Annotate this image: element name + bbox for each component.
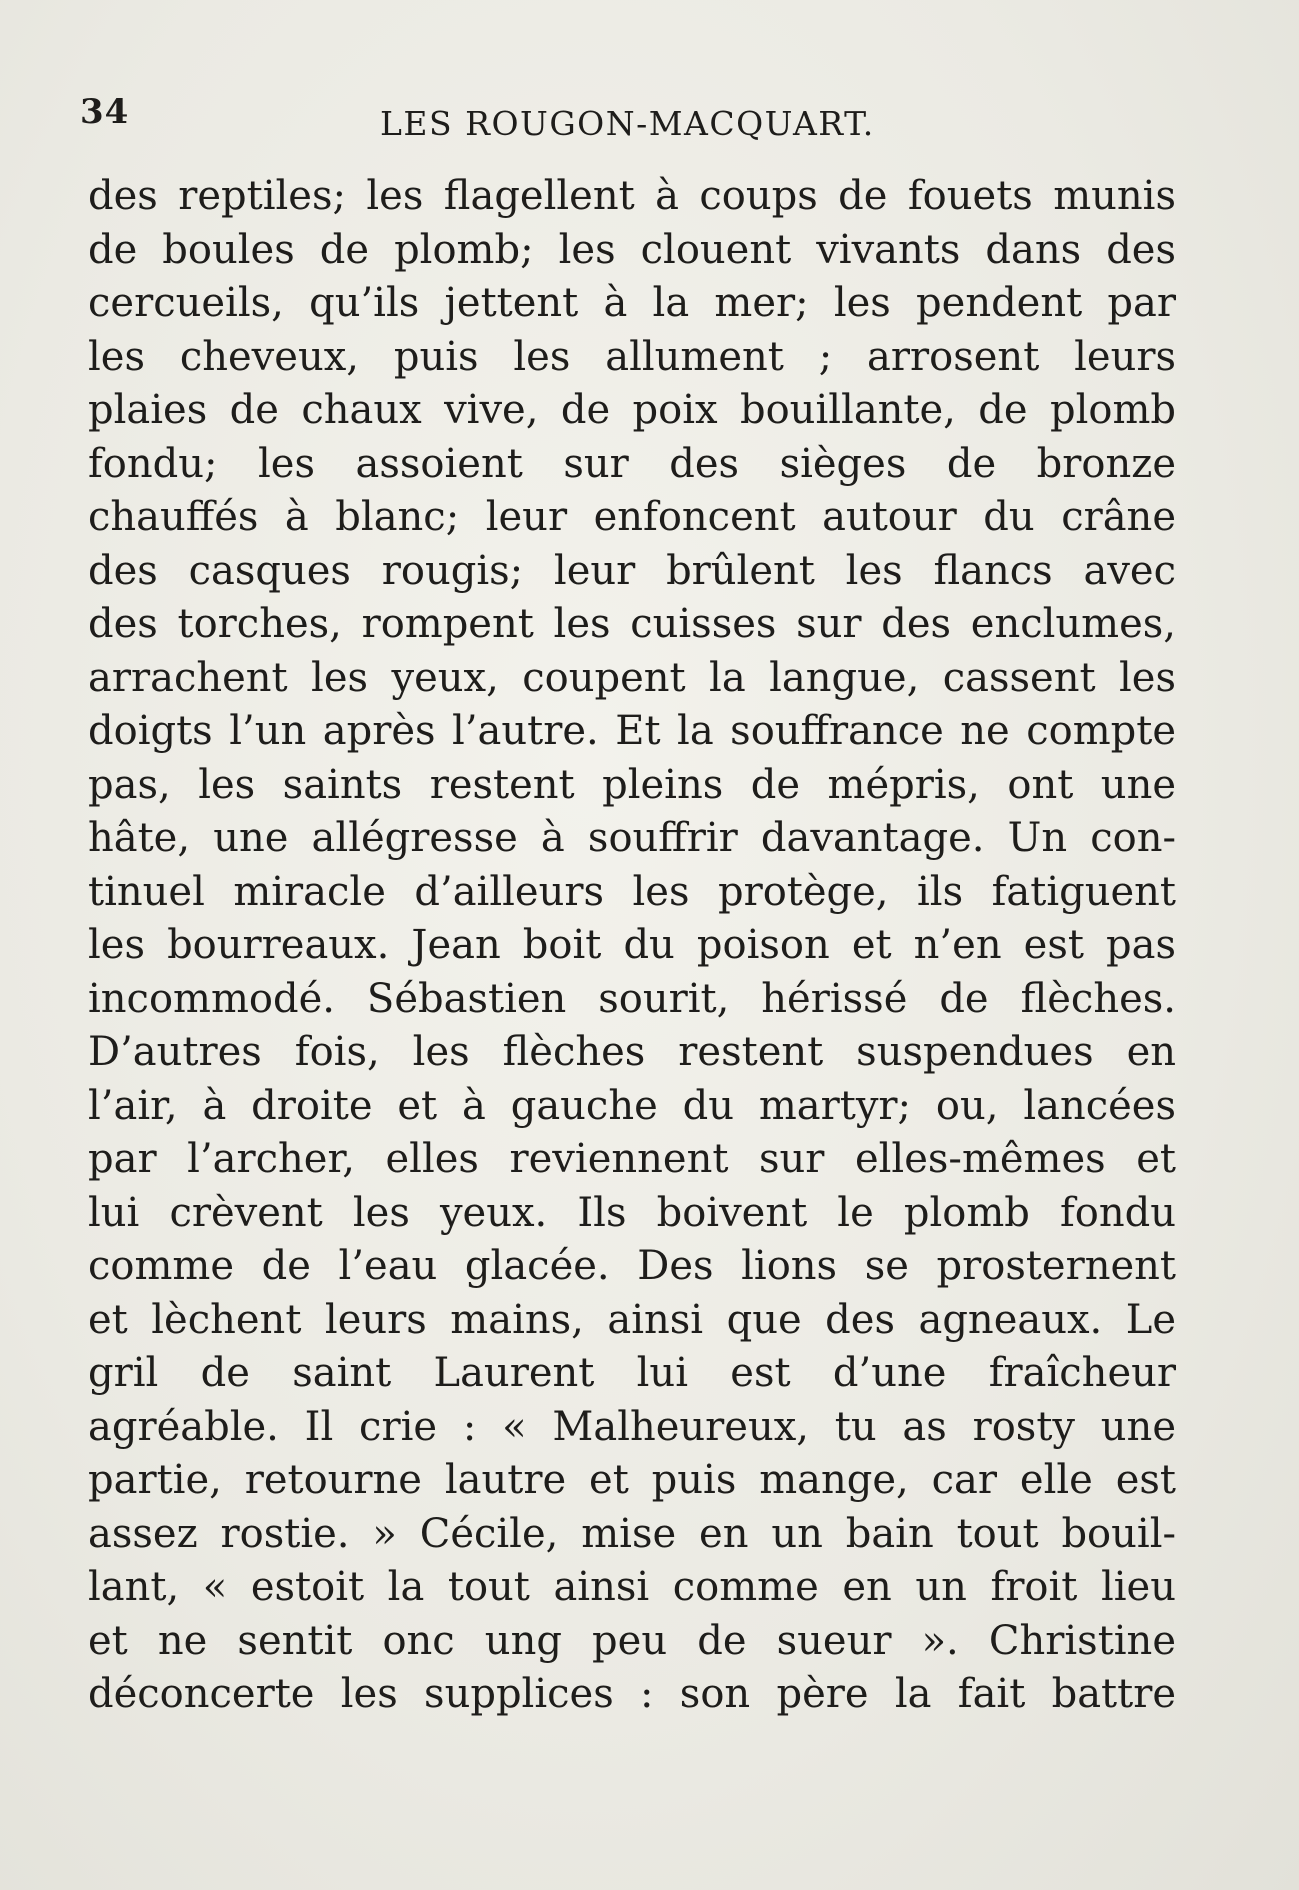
text-line: les bourreaux. Jean boit du poison et n’en est pas <box>88 922 1176 968</box>
text-line: des torches, rompent les cuisses sur des enclumes, <box>88 601 1176 647</box>
text-line: les cheveux, puis les allument ; arrosent leurs <box>88 333 1176 380</box>
text-line: cercueils, qu’ils jettent à la mer; les pendent par <box>88 280 1176 326</box>
text-line: doigts l’un après l’autre. Et la souffrance ne compte <box>88 708 1176 754</box>
text-line: et ne sentit onc ung peu de sueur ». Christine <box>88 1617 1176 1664</box>
text-line: lui crèvent les yeux. Ils boivent le plomb fondu <box>88 1189 1176 1236</box>
text-line: tinuel miracle d’ailleurs les protège, ils fatiguent <box>88 868 1176 915</box>
text-line: gril de saint Laurent lui est d’une fraîcheur <box>88 1350 1176 1396</box>
text-line: par l’archer, elles reviennent sur elles-mêmes et <box>88 1136 1176 1182</box>
text-line: pas, les saints restent pleins de mépris, ont une <box>88 761 1176 808</box>
text-line: des casques rougis; leur brûlent les flancs avec <box>88 547 1176 594</box>
text-line: assez rostie. » Cécile, mise en un bain tout bouil- <box>88 1510 1176 1557</box>
text-line: incommodé. Sébastien sourit, hérissé de flèches. <box>88 975 1176 1022</box>
text-line: plaies de chaux vive, de poix bouillante, de plomb <box>88 387 1176 433</box>
text-line: fondu; les assoient sur des sièges de bronze <box>88 440 1176 487</box>
text-line: de boules de plomb; les clouent vivants dans des <box>88 226 1176 273</box>
text-line: et lèchent leurs mains, ainsi que des agneaux. Le <box>88 1296 1176 1343</box>
page-number: 34 <box>80 92 130 132</box>
body-text <box>88 170 1176 1722</box>
text-line: des reptiles; les flagellent à coups de fouets munis <box>88 173 1176 219</box>
text-line: arrachent les yeux, coupent la langue, cassent les <box>88 654 1176 701</box>
text-line: déconcerte les supplices : son père la fait battre <box>88 1671 1176 1717</box>
text-line: hâte, une allégresse à souffrir davantage. Un con- <box>88 815 1176 861</box>
text-line: comme de l’eau glacée. Des lions se prosternent <box>88 1243 1176 1289</box>
text-line: D’autres fois, les flèches restent suspendues en <box>88 1029 1176 1075</box>
text-line: lant, « estoit la tout ainsi comme en un froit lieu <box>88 1564 1176 1610</box>
text-line: l’air, à droite et à gauche du martyr; ou, lancées <box>88 1082 1176 1129</box>
running-head: LES ROUGON-MACQUART. <box>380 104 875 143</box>
text-line: agréable. Il crie : « Malheureux, tu as rosty une <box>88 1403 1176 1450</box>
text-line: chauffés à blanc; leur enfoncent autour du crâne <box>88 494 1176 540</box>
text-line: partie, retourne lautre et puis mange, car elle est <box>88 1457 1176 1503</box>
page-header <box>80 92 1180 152</box>
